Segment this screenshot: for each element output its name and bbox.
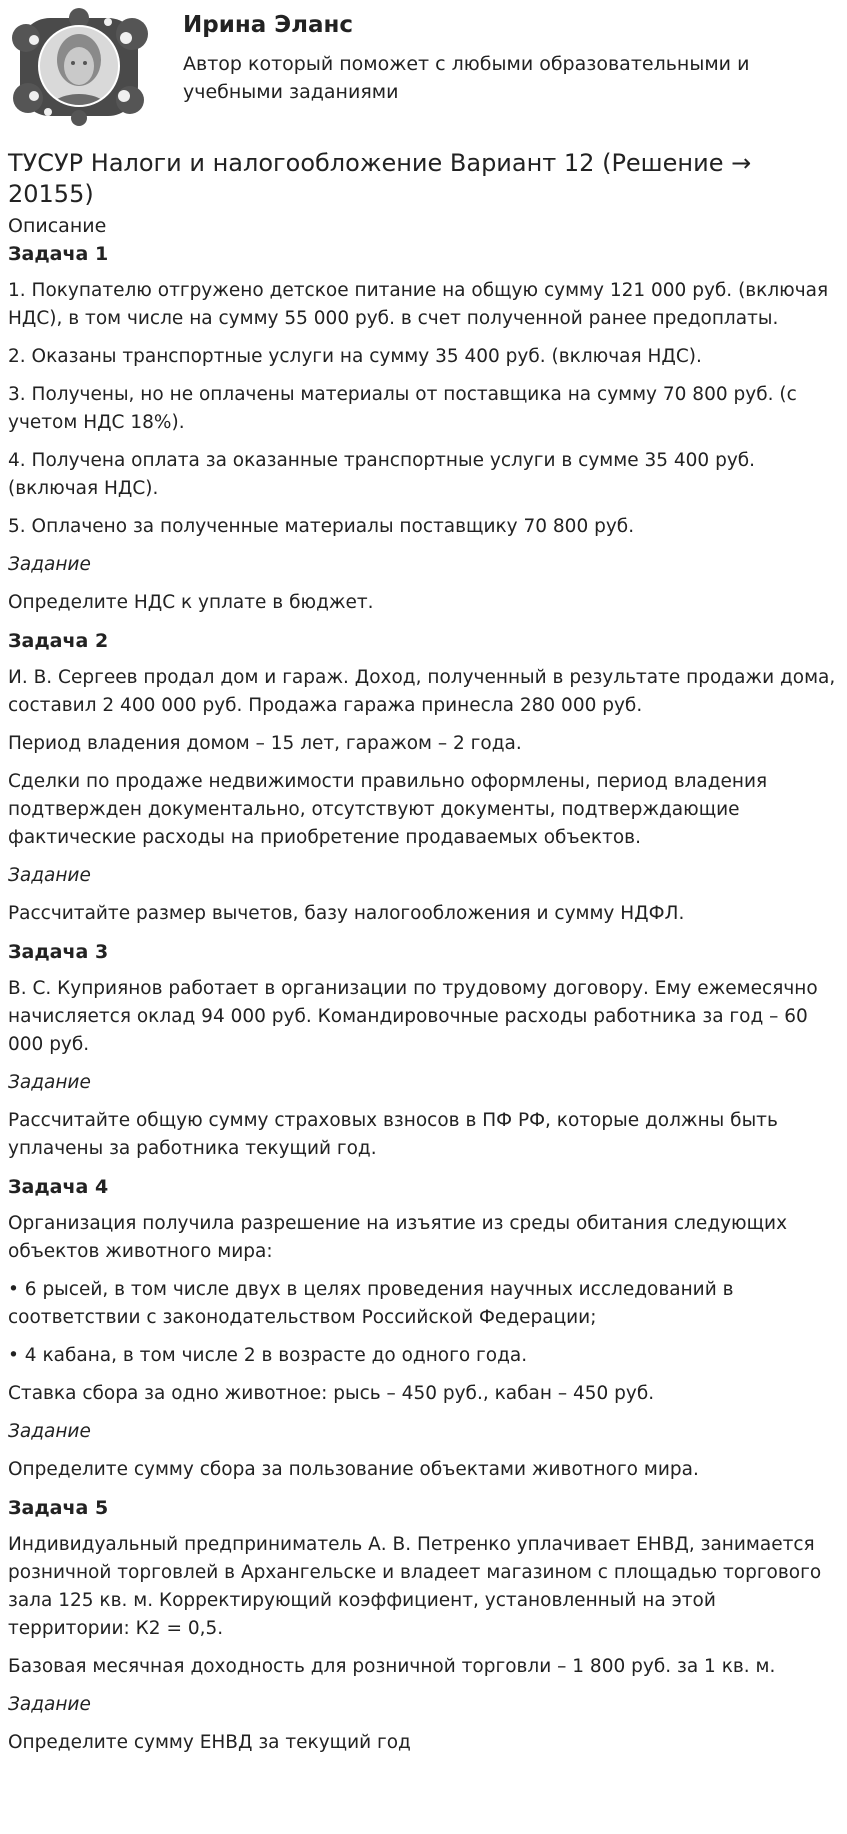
description-label: Описание	[8, 215, 107, 237]
assignment-label: Задание	[8, 1072, 91, 1093]
author-block	[0, 0, 847, 140]
task-block	[8, 627, 838, 928]
task-paragraph: 2. Оказаны транспортные услуги на сумму 35 400 руб. (включая НДС).	[8, 346, 702, 367]
task-paragraph: 1. Покупателю отгружено детское питание на общую сумму 121 000 руб. (включая НДС), в том числе на сумму 55 000 руб. в счет полученной ранее предоплаты.	[8, 280, 829, 329]
page-title: ТУСУР Налоги и налогообложение Вариант 12 (Решение → 20155)	[8, 149, 752, 208]
task-block	[8, 1173, 838, 1484]
task-title: Задача 4	[8, 1176, 109, 1198]
task-title: Задача 5	[8, 1497, 109, 1519]
assignment-label: Задание	[8, 1421, 91, 1442]
assignment-label: Задание	[8, 1694, 91, 1715]
task-paragraph: • 6 рысей, в том числе двух в целях проведения научных исследований в соответствии с законодательством Российской Федерации;	[8, 1279, 734, 1328]
task-paragraph: Сделки по продаже недвижимости правильно оформлены, период владения подтвержден документально, отсутствуют документы, подтверждающие фактические расходы на приобретение продаваемых объектов.	[8, 771, 768, 848]
task-title: Задача 1	[8, 243, 109, 265]
task-paragraph: • 4 кабана, в том числе 2 в возрасте до одного года.	[8, 1345, 528, 1366]
author-description: Автор который поможет с любыми образовательными и учебными заданиями	[183, 53, 750, 103]
assignment-text: Определите НДС к уплате в бюджет.	[8, 592, 374, 613]
task-paragraph: Базовая месячная доходность для розничной торговли – 1 800 руб. за 1 кв. м.	[8, 1656, 776, 1677]
task-paragraph: 3. Получены, но не оплачены материалы от поставщика на сумму 70 800 руб. (с учетом НДС 18%).	[8, 384, 797, 433]
assignment-text: Рассчитайте общую сумму страховых взносов в ПФ РФ, которые должны быть уплачены за работника текущий год.	[8, 1110, 778, 1159]
author-avatar	[8, 8, 150, 126]
assignment-text: Определите сумму ЕНВД за текущий год	[8, 1732, 411, 1753]
task-paragraph: Ставка сбора за одно животное: рысь – 450 руб., кабан – 450 руб.	[8, 1383, 655, 1404]
author-name[interactable]: Ирина Эланс	[183, 12, 354, 38]
task-block	[8, 1494, 838, 1757]
task-paragraph: 5. Оплачено за полученные материалы поставщику 70 800 руб.	[8, 516, 635, 537]
task-block	[8, 938, 838, 1163]
main-content	[8, 148, 838, 1767]
assignment-text: Рассчитайте размер вычетов, базу налогообложения и сумму НДФЛ.	[8, 903, 685, 924]
tasks-list	[8, 240, 838, 1757]
task-title: Задача 3	[8, 941, 109, 963]
task-paragraph: Период владения домом – 15 лет, гаражом – 2 года.	[8, 733, 522, 754]
task-block	[8, 240, 838, 617]
task-title: Задача 2	[8, 630, 109, 652]
task-paragraph: 4. Получена оплата за оказанные транспортные услуги в сумме 35 400 руб. (включая НДС).	[8, 450, 756, 499]
task-paragraph: В. С. Куприянов работает в организации по трудовому договору. Ему ежемесячно начисляется оклад 94 000 руб. Командировочные расходы работника за год – 60 000 руб.	[8, 978, 818, 1055]
assignment-label: Задание	[8, 554, 91, 575]
task-paragraph: Организация получила разрешение на изъятие из среды обитания следующих объектов животного мира:	[8, 1213, 788, 1262]
assignment-label: Задание	[8, 865, 91, 886]
task-paragraph: Индивидуальный предприниматель А. В. Петренко уплачивает ЕНВД, занимается розничной торговлей в Архангельске и владеет магазином с площадью торгового зала 125 кв. м. Корректирующий коэффициент, установленный на этой территории: К2 = 0,5.	[8, 1534, 822, 1639]
task-paragraph: И. В. Сергеев продал дом и гараж. Доход, полученный в результате продажи дома, составил 2 400 000 руб. Продажа гаража принесла 280 000 руб.	[8, 667, 836, 716]
assignment-text: Определите сумму сбора за пользование объектами животного мира.	[8, 1459, 699, 1480]
